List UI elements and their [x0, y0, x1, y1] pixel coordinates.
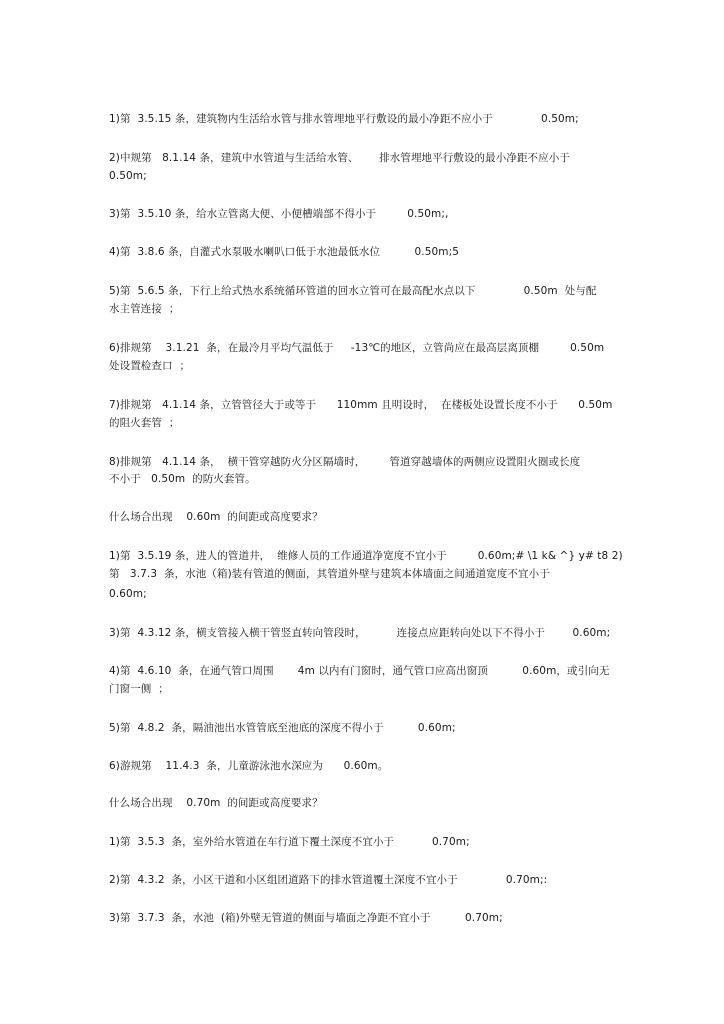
text-line: 处设置检查口 ；	[109, 360, 191, 372]
text-line: 0.50m;	[109, 170, 147, 182]
text-line: 3)第 4.3.12 条，横支管接入横干管竖直转向管段时， 连接点应距转向处以下不得小于 0.60m;	[109, 627, 611, 639]
text-line: 的阻火套管 ；	[109, 417, 180, 429]
text-line: 5)第 5.6.5 条，下行上给式热水系统循环管道的回水立管可在最高配水点以下 0.50m 处与配	[109, 285, 597, 297]
text-line: 不小于 0.50m 的防火套管。	[109, 473, 256, 485]
text-line: 4)第 4.6.10 条，在通气管口周围 4m 以内有门窗时，通气管口应高出窗顶 0.60m，或引向无	[109, 665, 610, 677]
text-line: 第 3.7.3 条，水池（箱)装有管道的侧面，其管道外壁与建筑本体墙面之间通道宽度不宜小于	[109, 568, 550, 580]
text-line: 水主管连接 ；	[109, 303, 180, 315]
text-line: 门窗一侧 ；	[109, 683, 169, 695]
section-heading: 什么场合出现 0.70m 的间距或高度要求？	[109, 797, 323, 809]
text-line: 4)第 3.8.6 条，自灌式水泵吸水喇叭口低于水池最低水位 0.50m;5	[109, 246, 460, 258]
section-heading: 什么场合出现 0.60m 的间距或高度要求？	[109, 511, 323, 523]
text-line: 6)排规第 3.1.21 条，在最冷月平均气温低于 -13℃的地区，立管尚应在最高层离顶棚 0.50m	[109, 342, 605, 354]
text-line: 3)第 3.7.3 条，水池 (箱)外壁无管道的侧面与墙面之净距不宜小于 0.70m;	[109, 912, 503, 924]
text-line: 1)第 3.5.3 条，室外给水管道在车行道下覆土深度不宜小于 0.70m;	[109, 836, 470, 848]
text-line: 2)第 4.3.2 条，小区干道和小区组团道路下的排水管道覆土深度不宜小于 0.70m;:	[109, 874, 548, 886]
text-line: 6)游规第 11.4.3 条，儿童游泳池水深应为 0.60m。	[109, 760, 389, 772]
text-line: 8)排规第 4.1.14 条， 横干管穿越防火分区隔墙时， 管道穿越墙体的两侧应设置阻火圈或长度	[109, 456, 581, 468]
text-line: 1)第 3.5.15 条，建筑物内生活给水管与排水管埋地平行敷设的最小净距不应小于 0.50m;	[109, 113, 579, 125]
text-line: 0.60m;	[109, 588, 147, 600]
text-line: 1)第 3.5.19 条，进人的管道井， 维修人员的工作通道净宽度不宜小于 0.60m;# \1 k& ^} y# t8 2)	[109, 550, 623, 562]
text-line: 7)排规第 4.1.14 条，立管管径大于或等于 110mm 且明设时， 在楼板处设置长度不小于 0.50m	[109, 399, 613, 411]
text-line: 2)中规第 8.1.14 条，建筑中水管道与生活给水管、 排水管埋地平行敷设的最小净距不应小于	[109, 152, 570, 164]
text-line: 5)第 4.8.2 条，隔油池出水管管底至池底的深度不得小于 0.60m;	[109, 722, 456, 734]
text-line: 3)第 3.5.10 条，给水立管离大便、小便槽端部不得小于 0.50m;,	[109, 208, 449, 220]
